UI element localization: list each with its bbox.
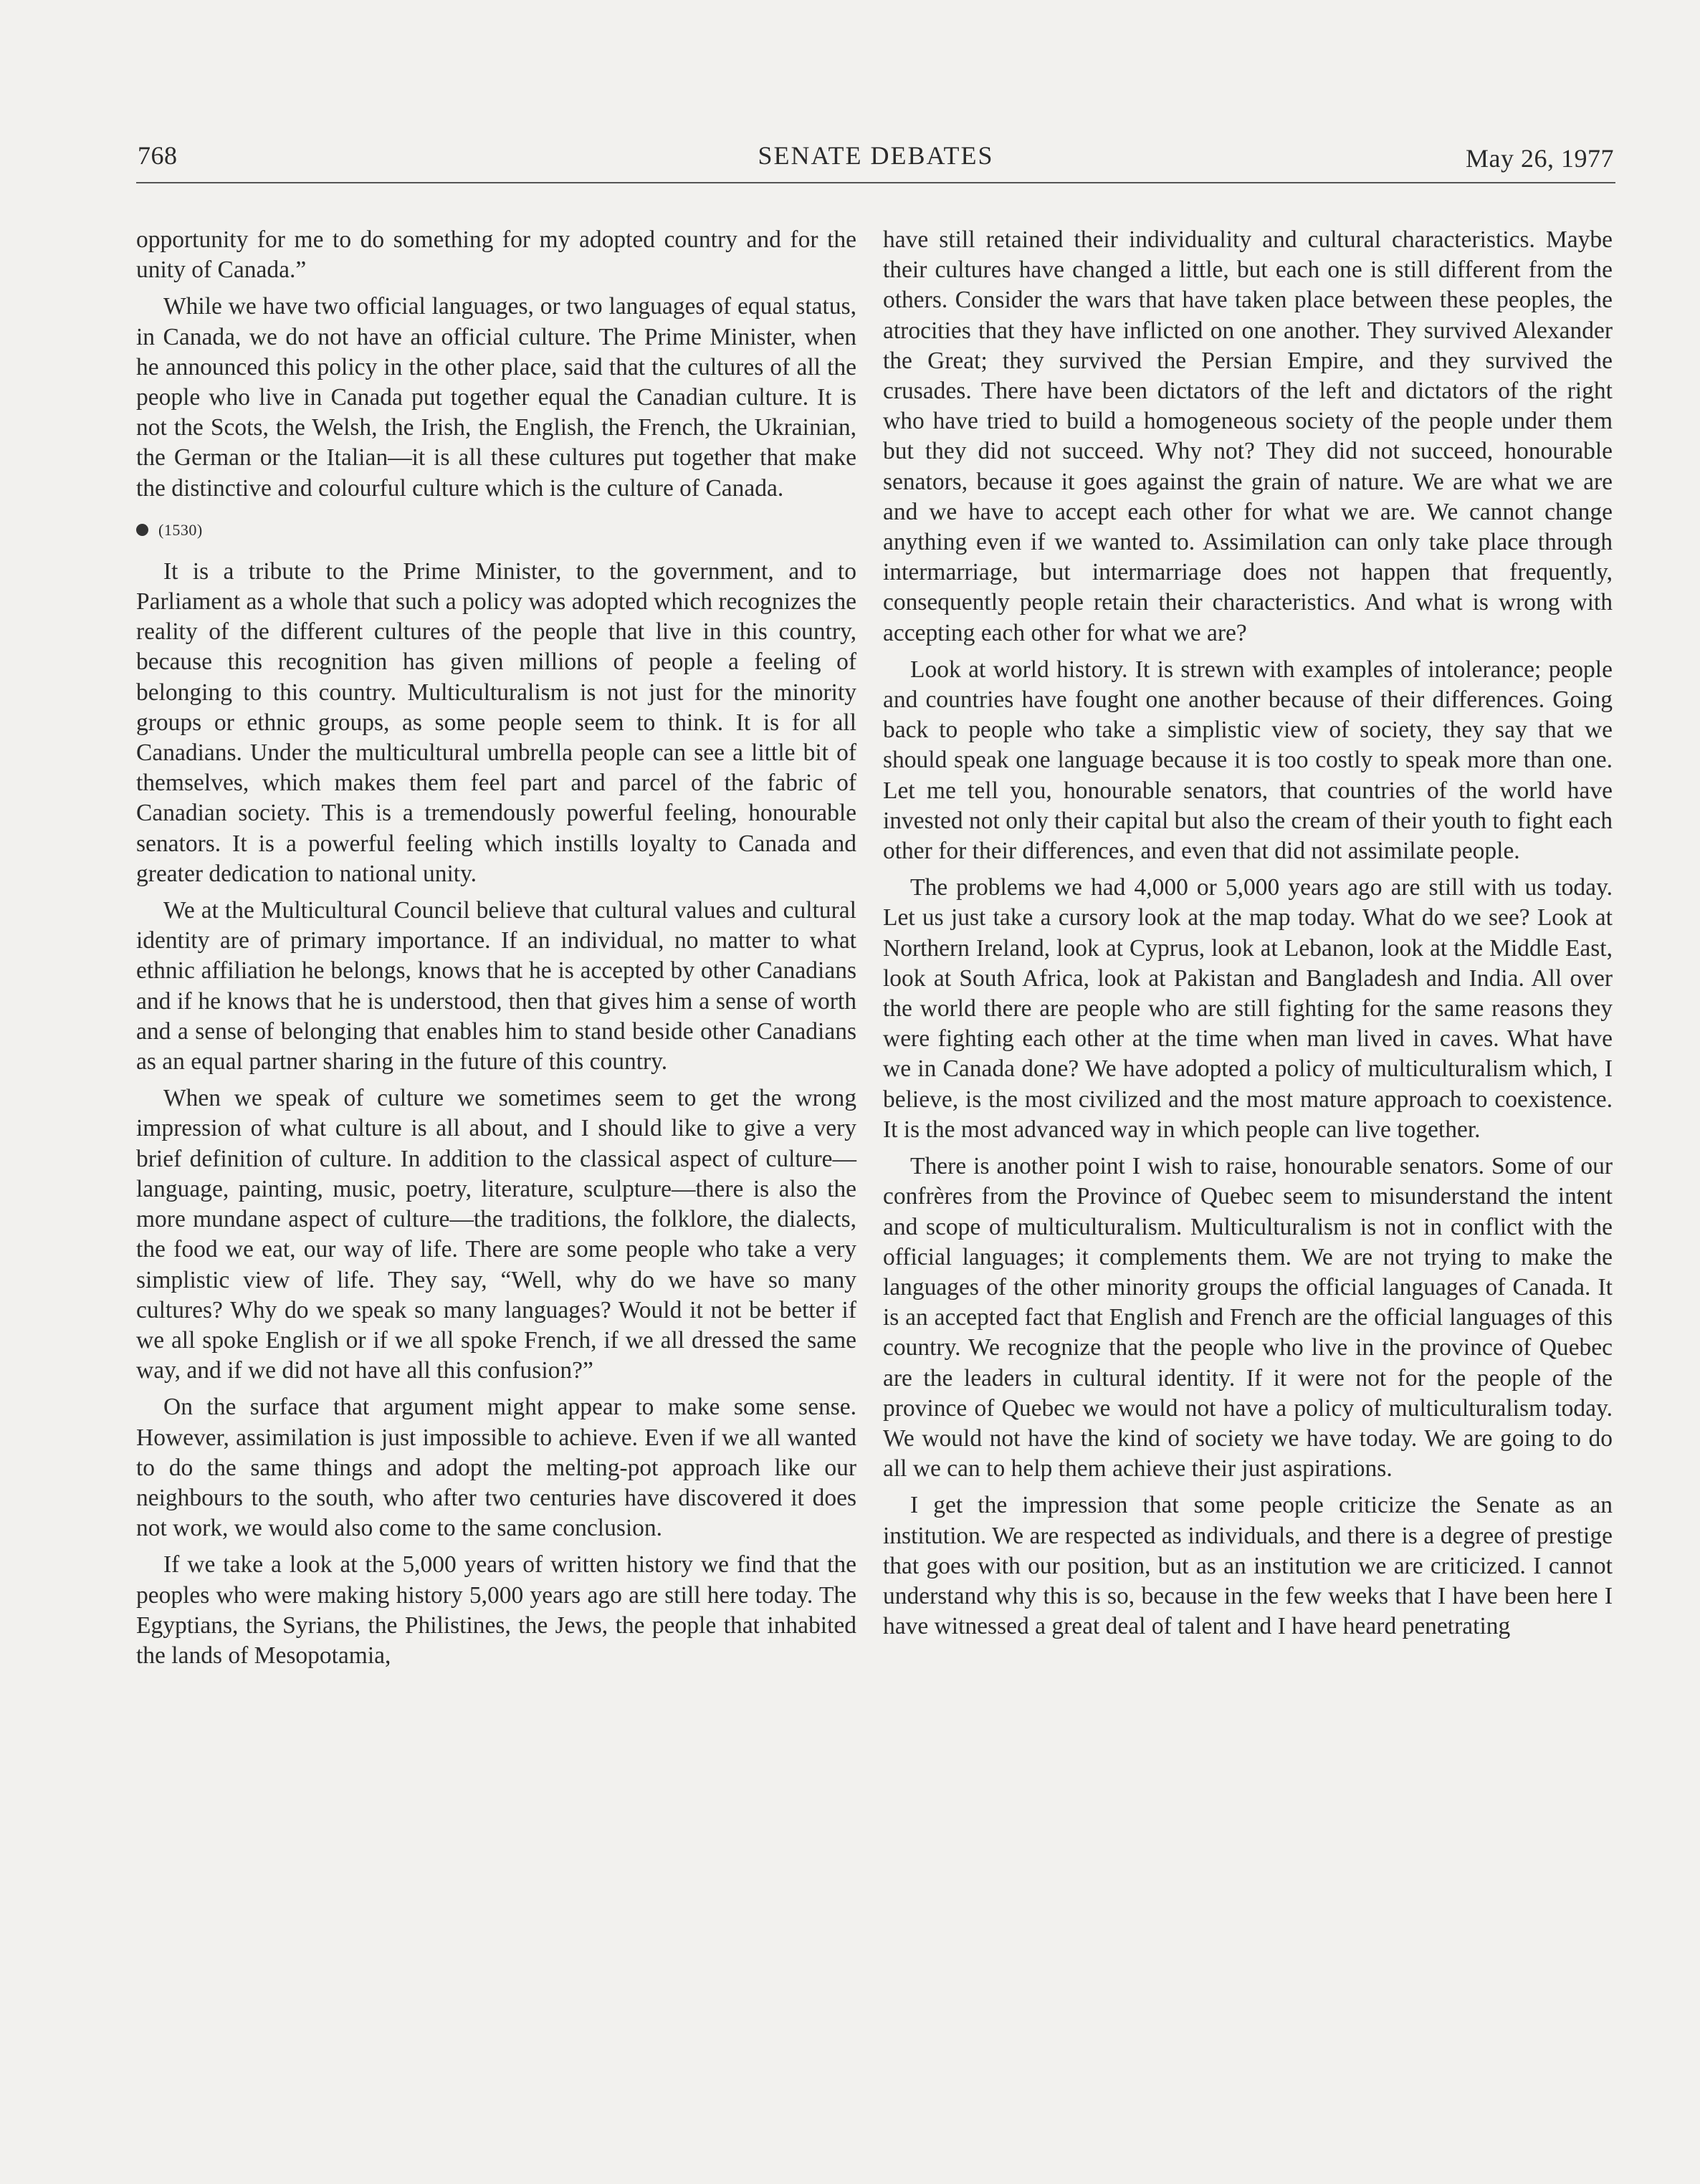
right-column — [883, 225, 1613, 1648]
paragraph: On the surface that argument might appear to make some sense. However, assimilation is just impossible to achieve. Even if we all wanted to do the same things and adopt the melting-pot approach like our neighbours to the south, who after two centuries have discovered it does not work, we would also come to the same conclusion. — [136, 1394, 856, 1542]
paragraph: The problems we had 4,000 or 5,000 years ago are still with us today. Let us just take a cursory look at the map today. What do we see? Look at Northern Ireland, look at Cyprus, look at Lebanon, look at the Middle East, look at South Africa, look at Pakistan and Bangladesh and India. All over the world there are people who are still fighting for the same reasons they were fighting each other at the time when man lived in caves. What have we in Canada done? We have adopted a policy of multiculturalism which, I believe, is the most civilized and the most mature approach to coexistence. It is the most advanced way in which people can live together. — [883, 874, 1613, 1143]
page-date: May 26, 1977 — [1466, 144, 1614, 173]
paragraph: It is a tribute to the Prime Minister, to the government, and to Parliament as a whole that such a policy was adopted which recognizes the reality of the different cultures of the people that live in this country, because this recognition has given millions of people a feeling of belonging to this country. Multiculturalism is not just for the minority groups or ethnic groups, as some people seem to think. It is for all Canadians. Under the multicultural umbrella people can see a little bit of themselves, which makes them feel part and parcel of the fabric of Canadian society. This is a tremendously powerful feeling, honourable senators. It is a powerful feeling which instills loyalty to Canada and greater dedication to national unity. — [136, 557, 856, 887]
paragraph: We at the Multicultural Council believe that cultural values and cultural identity are of primary importance. If an individual, no matter to what ethnic affiliation he belongs, knows that he is accepted by other Canadians and if he knows that he is understood, then that gives him a sense of worth and a sense of belonging that enables him to stand beside other Canadians as an equal partner sharing in the future of this country. — [136, 897, 856, 1076]
paragraph: Look at world history. It is strewn with examples of intolerance; people and countries have fought one another because of their differences. Going back to people who take a simplistic view of society, they say that we should speak one language because it is too costly to speak more than one. Let me tell you, honourable senators, that countries of the world have invested not only their capital but also the cream of their youth to fight each other for their differences, and even that did not assimilate people. — [883, 656, 1613, 865]
page-number: 768 — [138, 141, 178, 170]
paragraph: opportunity for me to do something for my adopted country and for the unity of Canada.” — [136, 226, 856, 284]
paragraph: have still retained their individuality and cultural characteristics. Maybe their cultures have changed a little, but each one is still different from the others. Consider the wars that have taken place between these peoples, the atrocities that they have inflicted on one another. They survived Alexander the Great; they survived the Persian Empire, and they survived the crusades. There have been dictators of the left and dictators of the right who have tried to build a homogeneous society of the people under them but they did not succeed. Why not? They did not succeed, honourable senators, because it goes against the grain of nature. We are what we are and we have to accept each other for what we are. We cannot change anything even if we wanted to. Assimilation can only take place through intermarriage, but intermarriage does not happen that frequently, consequently people retain their characteristics. And what is wrong with accepting each other for what we are? — [883, 226, 1613, 646]
paragraph: When we speak of culture we sometimes seem to get the wrong impression of what culture is all about, and I should like to give a very brief definition of culture. In addition to the classical aspect of culture—language, painting, music, poetry, literature, sculpture—there is also the more mundane aspect of culture—the traditions, the folklore, the dialects, the food we eat, our way of life. There are some people who take a very simplistic view of life. They say, “Well, why do we have so many cultures? Why do we speak so many languages? Would it not be better if we all spoke English or if we all spoke French, if we all dressed the same way, and if we did not have all this confusion?” — [136, 1085, 856, 1384]
paragraph: If we take a look at the 5,000 years of written history we find that the peoples who were making history 5,000 years ago are still here today. The Egyptians, the Syrians, the Philistines, the Jews, the people that inhabited the lands of Mesopotamia, — [136, 1551, 856, 1669]
page-header — [136, 140, 1615, 183]
paragraph: There is another point I wish to raise, honourable senators. Some of our confrères from the Province of Quebec seem to misunderstand the intent and scope of multiculturalism. Multiculturalism is not in conflict with the official languages; it complements them. We are not trying to make the languages of the other minority groups the official languages of Canada. It is an accepted fact that English and French are the official languages of this country. We recognize that the people who live in the province of Quebec are the leaders in cultural identity. If it were not for the people of the province of Quebec we would not have a policy of multiculturalism today. We would not have the kind of society we have today. We are going to do all we can to help them achieve their just aspirations. — [883, 1153, 1613, 1483]
time-marker-label: (1530) — [158, 520, 203, 539]
left-column — [136, 225, 856, 1677]
time-marker — [136, 519, 856, 541]
paragraph: I get the impression that some people criticize the Senate as an institution. We are respected as individuals, and there is a degree of prestige that goes with our position, but as an institution we are criticized. I cannot understand why this is so, because in the few weeks that I have been here I have witnessed a great deal of talent and I have heard penetrating — [883, 1492, 1613, 1640]
paragraph: While we have two official languages, or two languages of equal status, in Canada, we do not have an official culture. The Prime Minister, when he announced this policy in the other place, said that the cultures of all the people who live in Canada put together equal the Canadian culture. It is not the Scots, the Welsh, the Irish, the English, the French, the Ukrainian, the German or the Italian—it is all these cultures put together that make the distinctive and colourful culture which is the culture of Canada. — [136, 293, 856, 502]
bullet-icon — [136, 524, 148, 536]
page-title: SENATE DEBATES — [758, 141, 994, 170]
